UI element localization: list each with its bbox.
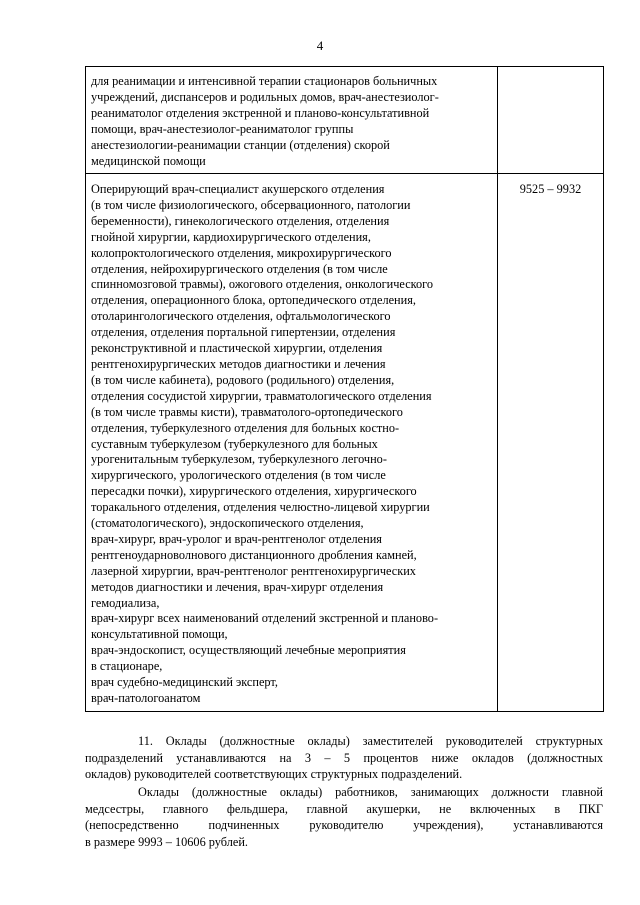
text-line: гнойной хирургии, кардиохирургического отделения, <box>91 229 371 244</box>
position-description-cell <box>86 174 498 712</box>
text-line: в размере 9993 – 10606 рублей. <box>85 834 248 849</box>
text-line: Оперирующий врач-специалист акушерского отделения <box>91 182 385 196</box>
text-line: (в том числе кабинета), родового (родильного) отделения, <box>91 372 395 387</box>
text-line: торакального отделения, отделения челюстно-лицевой хирургии <box>91 500 430 515</box>
position-description <box>86 174 497 707</box>
text-line: отделения, нейрохирургического отделения (в том числе <box>91 261 388 276</box>
text-line: лазерной хирургии, врач-рентгенолог рентгенохирургических <box>91 563 416 578</box>
text-line: беременности), гинекологического отделения, отделения <box>91 213 390 228</box>
table-row <box>86 174 604 712</box>
text-line: окладов) руководителей соответствующих структурных подразделений. <box>85 767 463 781</box>
page-number: 4 <box>316 38 324 53</box>
salary-range <box>498 67 603 75</box>
text-line: спинномозговой травмы), ожогового отделения, онкологического <box>91 277 434 292</box>
position-description-cell <box>86 67 498 174</box>
text-line: медсестры, главного фельдшера, главной акушерки, не включенных в ПКГ <box>85 801 603 816</box>
text-line: помощи, врач-анестезиолог-реаниматолог группы <box>91 121 354 136</box>
text-line: 11. Оклады (должностные оклады) заместителей руководителей структурных <box>138 734 603 748</box>
text-line: суставным туберкулезом (туберкулезного для больных <box>91 436 378 451</box>
text-line: врач-патологоанатом <box>91 691 201 705</box>
text-line: рентгенохирургических методов диагностики и лечения <box>91 356 386 371</box>
text-line: отделения, отделения портальной гипертензии, отделения <box>91 325 396 340</box>
text-line: Оклады (должностные оклады) работников, занимающих должности главной <box>138 785 603 799</box>
text-line: реконструктивной и пластической хирургии, отделения <box>91 341 383 356</box>
text-line: колопроктологического отделения, микрохирургического <box>91 245 392 260</box>
text-line: учреждений, диспансеров и родильных домов, врач-анестезиолог- <box>91 89 439 104</box>
salary-range-cell <box>498 67 604 174</box>
text-line: отделения, туберкулезного отделения для больных костно- <box>91 420 400 435</box>
text-line: пересадки почки), хирургического отделения, хирургического <box>91 484 417 499</box>
text-line: отделения сосудистой хирургии, травматологического отделения <box>91 388 432 403</box>
paragraph-head-nurse-salaries <box>85 784 603 850</box>
salary-range-cell <box>498 174 604 712</box>
text-line: в стационаре, <box>91 659 163 674</box>
text-line: реаниматолог отделения экстренной и планово-консультативной <box>91 105 430 120</box>
text-line: (стоматологического), эндоскопического отделения, <box>91 516 364 531</box>
text-line: (в том числе травмы кисти), травматолого-ортопедического <box>91 404 403 419</box>
text-line: подразделений устанавливаются на 3 – 5 процентов ниже окладов (должностных <box>85 750 603 765</box>
text-line: врач судебно-медицинский эксперт, <box>91 675 278 690</box>
text-line: (непосредственно подчиненных руководителю учреждения), устанавливаются <box>85 818 603 832</box>
salary-table <box>85 66 604 712</box>
text-line: отоларингологического отделения, офтальмологического <box>91 309 391 324</box>
salary-range: 9525 – 9932 <box>519 182 582 196</box>
text-line: консультативной помощи, <box>91 627 228 642</box>
text-line: медицинской помощи <box>91 153 206 168</box>
text-line: рентгеноударноволнового дистанционного дробления камней, <box>91 547 417 562</box>
text-line: (в том числе физиологического, обсервационного, патологии <box>91 197 411 212</box>
position-description <box>86 67 497 169</box>
text-line: хирургического, урологического отделения (в том числе <box>91 468 386 483</box>
text-line: врач-хирург всех наименований отделений экстренной и планово- <box>91 611 439 626</box>
text-line: методов диагностики и лечения, врач-хирург отделения <box>91 579 384 594</box>
text-line: отделения, операционного блока, ортопедического отделения, <box>91 293 416 308</box>
text-line: урогенитальным туберкулезом, туберкулезного легочно- <box>91 452 387 467</box>
table-row <box>86 67 604 174</box>
text-line: гемодиализа, <box>91 595 160 610</box>
text-line: врач-хирург, врач-уролог и врач-рентгенолог отделения <box>91 531 382 546</box>
text-line: врач-эндоскопист, осуществляющий лечебные мероприятия <box>91 643 406 658</box>
paragraph-11-deputy-salaries <box>85 733 603 783</box>
text-line: для реанимации и интенсивной терапии стационаров больничных <box>91 74 438 88</box>
text-line: анестезиологии-реанимации станции (отделения) скорой <box>91 137 390 152</box>
